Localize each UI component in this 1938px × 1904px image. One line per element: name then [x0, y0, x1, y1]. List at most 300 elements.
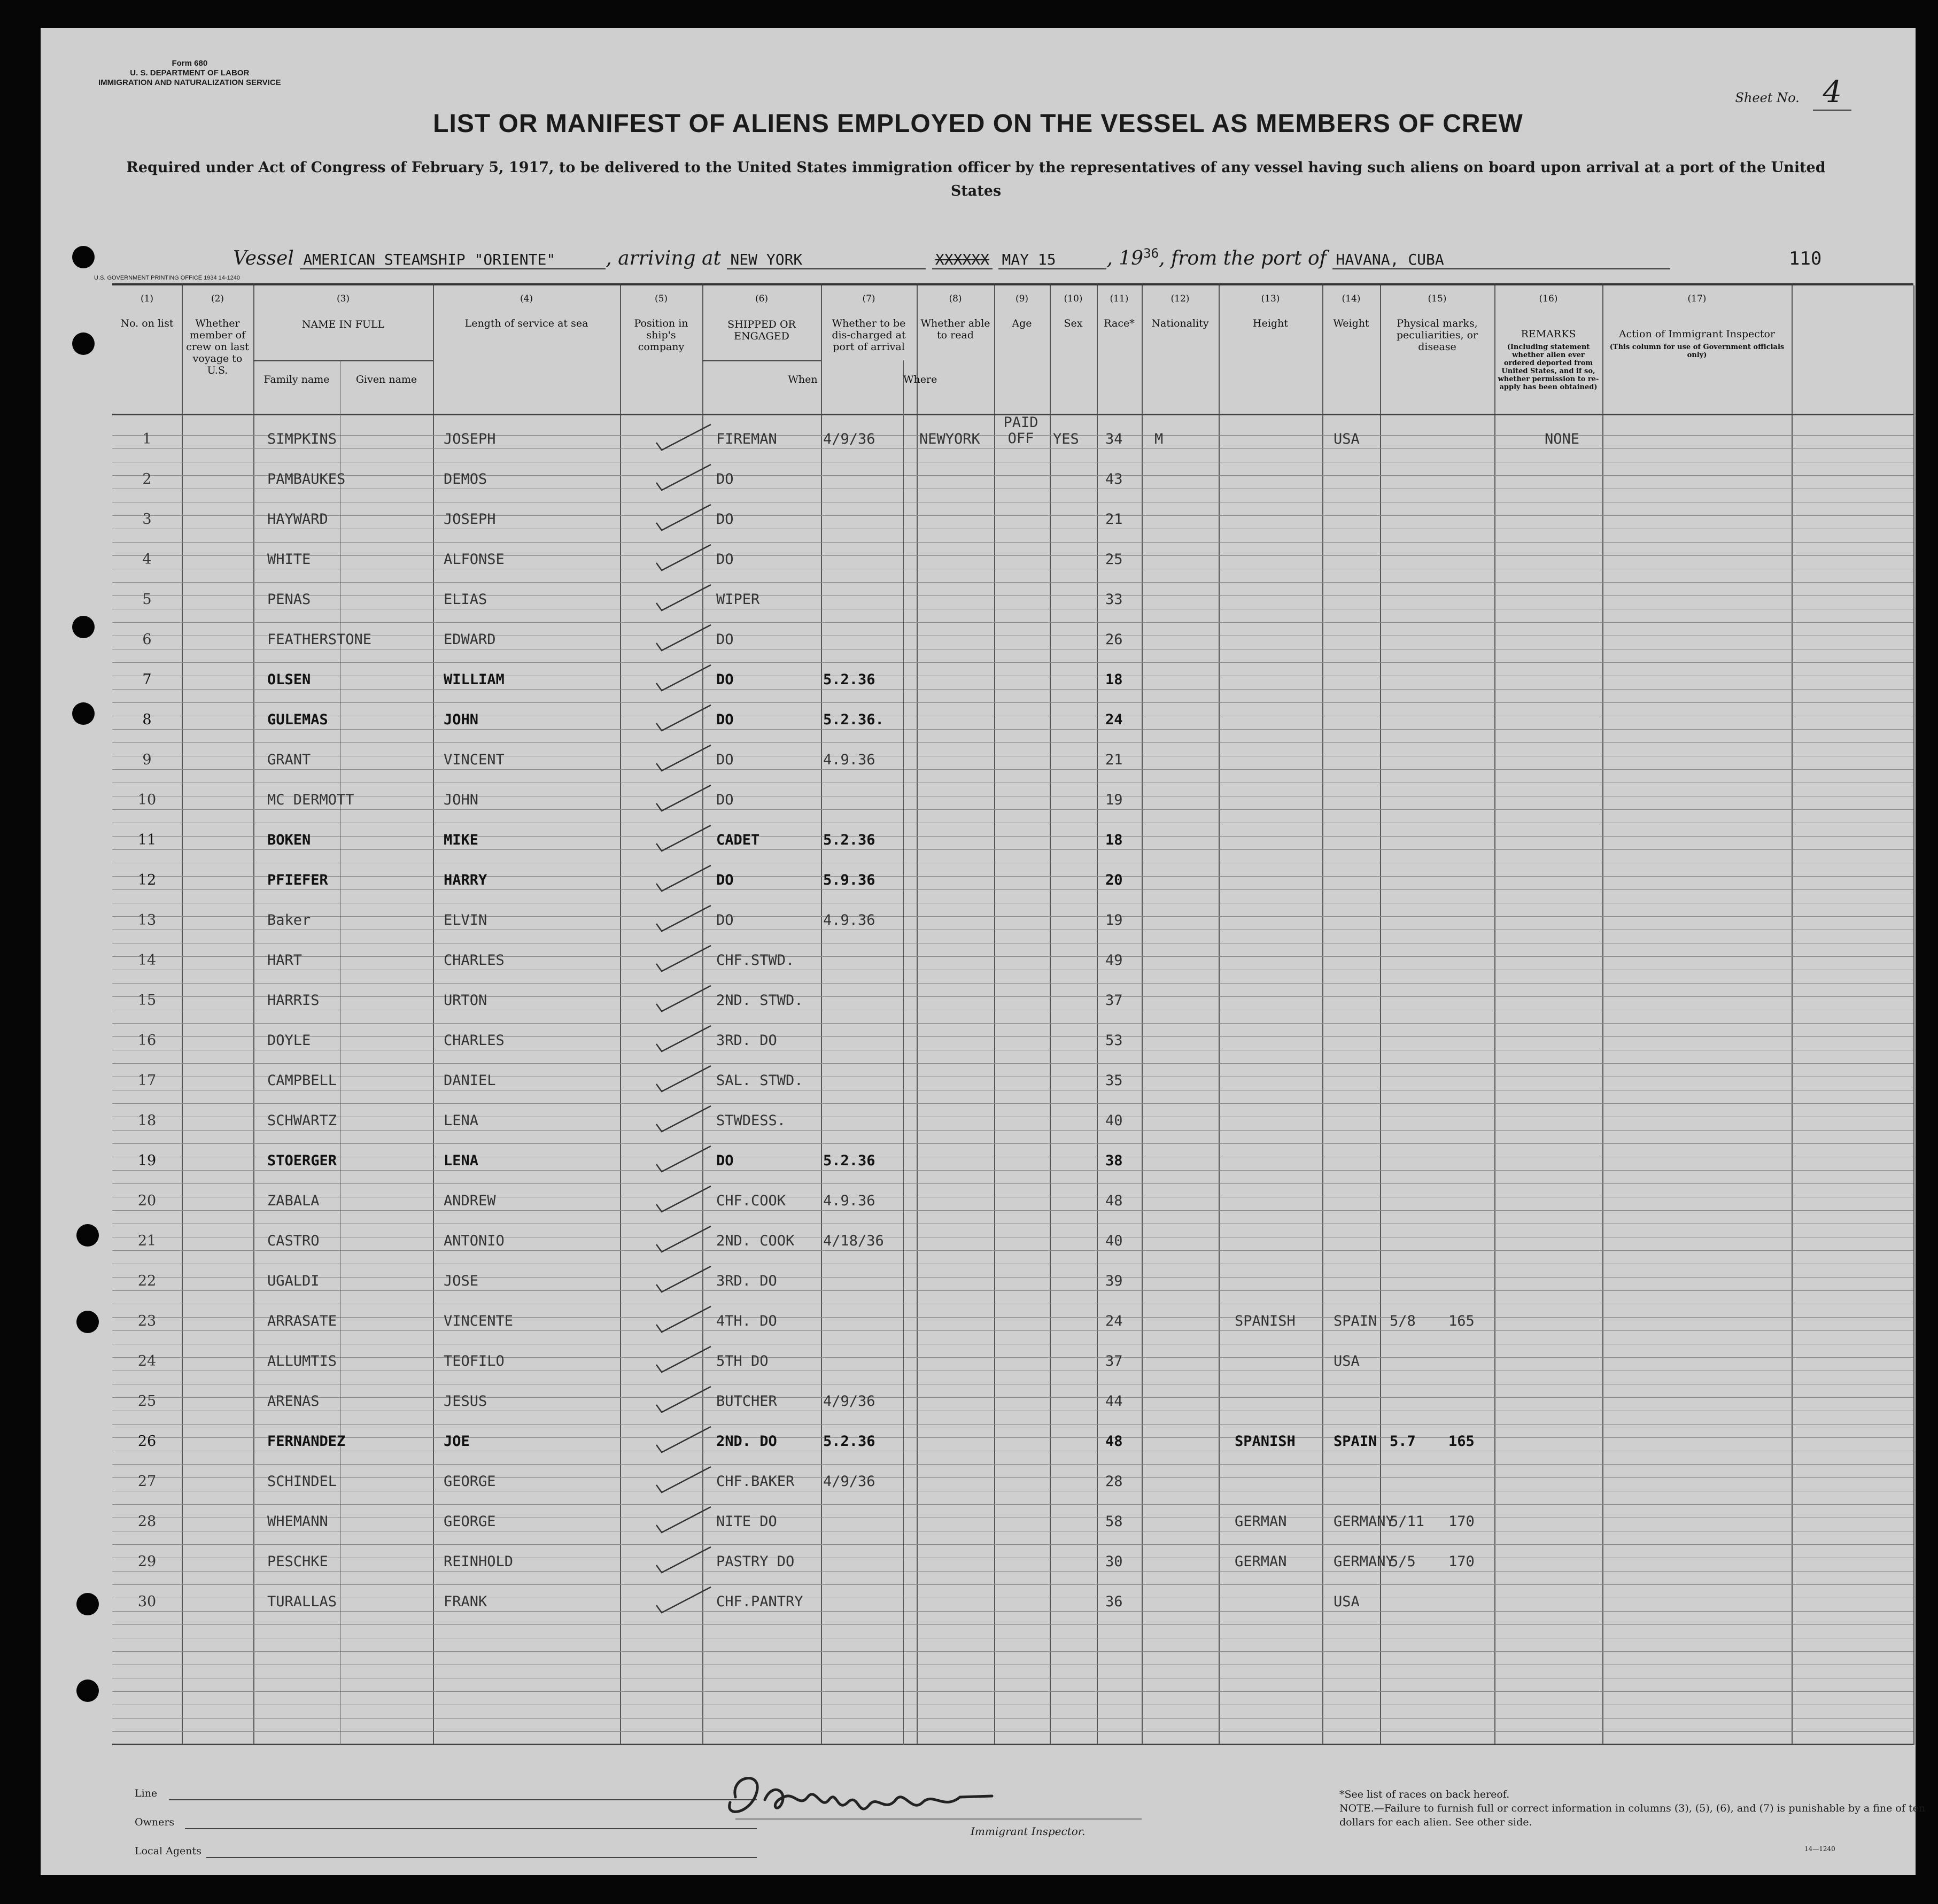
- column-header: REMARKS: [1521, 328, 1576, 340]
- family-name: CAMPBELL: [267, 1072, 337, 1089]
- column-number: (12): [1170, 293, 1190, 304]
- check-mark-icon: [652, 1024, 716, 1056]
- ruling-line: [112, 1624, 1913, 1625]
- nationality: GERMANY: [1334, 1513, 1394, 1530]
- position: CADET: [716, 832, 760, 848]
- age: 35: [1105, 1072, 1123, 1089]
- row-number: 18: [137, 1112, 157, 1129]
- age: 40: [1105, 1112, 1123, 1129]
- family-name: SIMPKINS: [267, 431, 337, 447]
- column-header: NAME IN FULL: [301, 319, 385, 330]
- check-mark-icon: [652, 1465, 716, 1497]
- year-suffix: 36: [1143, 246, 1159, 261]
- arriving-label: , arriving at: [606, 247, 721, 269]
- table-row: [112, 414, 1913, 459]
- position: CHF.STWD.: [716, 952, 795, 969]
- column-number: (15): [1428, 293, 1447, 304]
- weight: 165: [1448, 1313, 1475, 1329]
- given-name: FRANK: [444, 1593, 487, 1610]
- given-name: TEOFILO: [444, 1353, 505, 1369]
- age: 33: [1105, 591, 1123, 608]
- family-name: HART: [267, 952, 303, 969]
- column-subheader: When: [788, 374, 818, 385]
- from-port: HAVANA, CUBA: [1332, 251, 1670, 269]
- nationality: SPAIN: [1334, 1313, 1377, 1329]
- family-name: ARRASATE: [267, 1313, 337, 1329]
- column-subheader: (Including statement whether alien ever ordered deported from United States, and if so, whether permission to re-apply has been obtained): [1498, 343, 1599, 391]
- row-number: 5: [142, 591, 152, 608]
- family-name: UGALDI: [267, 1273, 320, 1289]
- column-number: (10): [1064, 293, 1083, 304]
- row-number: 26: [137, 1433, 157, 1450]
- department-name: U. S. DEPARTMENT OF LABOR: [130, 68, 250, 78]
- column-header: Weight: [1333, 318, 1369, 329]
- height: 5/5: [1390, 1553, 1416, 1570]
- header-subrule: [253, 360, 433, 361]
- age: 18: [1105, 832, 1123, 848]
- position: WIPER: [716, 591, 760, 608]
- line-label: Line: [135, 1787, 158, 1799]
- column-number: (13): [1261, 293, 1280, 304]
- column-number: (3): [336, 293, 350, 304]
- column-header: Whether able to read: [920, 318, 990, 341]
- family-name: CASTRO: [267, 1233, 320, 1249]
- family-name: HARRIS: [267, 992, 320, 1009]
- family-name: PAMBAUKES: [267, 471, 346, 487]
- given-name: ELIAS: [444, 591, 487, 608]
- table-row: [112, 1542, 1913, 1582]
- column-number: (2): [211, 293, 224, 304]
- footnote: [1339, 1787, 1927, 1829]
- check-mark-icon: [652, 943, 716, 976]
- check-mark-icon: [652, 1344, 716, 1376]
- shipped-when: 4.9.36: [823, 912, 875, 928]
- age: 48: [1105, 1193, 1123, 1209]
- able-to-read: YES: [1053, 431, 1079, 447]
- race: GERMAN: [1235, 1513, 1287, 1530]
- family-name: HAYWARD: [267, 511, 328, 528]
- ruling-line: [112, 1651, 1913, 1652]
- position: 5TH DO: [716, 1353, 769, 1369]
- binder-hole: [76, 1311, 99, 1333]
- form-code: 14—1240: [1804, 1845, 1835, 1853]
- table-row: [112, 1141, 1913, 1181]
- document-subtitle: Required under Act of Congress of February 5, 1917, to be delivered to the United States immigration officer by the representatives of any vessel having such aliens on board upon arrival at a port of the United States: [126, 159, 1826, 199]
- given-name: JOSEPH: [444, 511, 496, 528]
- arriving-port: NEW YORK: [727, 251, 926, 269]
- shipped-when: 5.2.36: [823, 1152, 875, 1169]
- shipped-when: 4/18/36: [823, 1233, 884, 1249]
- age: 21: [1105, 752, 1123, 768]
- row-number: 27: [137, 1473, 157, 1490]
- age: 19: [1105, 912, 1123, 928]
- check-mark-icon: [652, 1304, 716, 1336]
- inspector-label: Immigrant Inspector.: [971, 1825, 1086, 1838]
- table-row: [112, 1421, 1913, 1461]
- shipped-when: 4.9.36: [823, 1193, 875, 1209]
- family-name: ARENAS: [267, 1393, 320, 1410]
- given-name: VINCENTE: [444, 1313, 514, 1329]
- table-row: [112, 1020, 1913, 1061]
- column-number: (5): [654, 293, 668, 304]
- row-number: 28: [137, 1513, 157, 1530]
- row-number: 7: [142, 671, 152, 688]
- column-number: (1): [140, 293, 154, 304]
- table-row: [112, 620, 1913, 660]
- column-header: Position in ship's company: [634, 318, 688, 353]
- nationality: USA: [1334, 1593, 1360, 1610]
- family-name: PFIEFER: [267, 872, 328, 888]
- position: NITE DO: [716, 1513, 777, 1530]
- age: 34: [1105, 431, 1123, 447]
- row-number: 4: [142, 551, 152, 568]
- position: STWDESS.: [716, 1112, 786, 1129]
- table-row: [112, 1221, 1913, 1261]
- shipped-when: 5.2.36.: [823, 711, 884, 728]
- check-mark-icon: [652, 903, 716, 935]
- check-mark-icon: [652, 502, 716, 535]
- position: CHF.BAKER: [716, 1473, 795, 1490]
- local-agents-label: Local Agents: [135, 1845, 201, 1857]
- family-name: FERNANDEZ: [267, 1433, 346, 1450]
- table-row: [112, 579, 1913, 620]
- check-mark-icon: [652, 783, 716, 815]
- nationality: GERMANY: [1334, 1553, 1394, 1570]
- family-name: DOYLE: [267, 1032, 311, 1049]
- header-subrule: [702, 360, 821, 361]
- column-header: Race*: [1104, 318, 1135, 329]
- check-mark-icon: [652, 663, 716, 695]
- column-number: (9): [1015, 293, 1029, 304]
- given-name: MIKE: [444, 832, 479, 848]
- family-name: SCHINDEL: [267, 1473, 337, 1490]
- year-prefix: , 19: [1106, 247, 1144, 269]
- column-subheader: (This column for use of Government officials only): [1609, 343, 1785, 359]
- column-header: Height: [1253, 318, 1288, 329]
- penalty-note: NOTE.—Failure to furnish full or correct information in columns (3), (5), (6), and (7) is punishable by a fine of ten dollars for each alien. See other side.: [1339, 1802, 1926, 1828]
- table-row: [112, 1101, 1913, 1141]
- row-number: 15: [137, 992, 157, 1009]
- table-bottom-rule: [112, 1744, 1913, 1745]
- column-header: Nationality: [1151, 318, 1209, 329]
- given-name: LENA: [444, 1152, 479, 1169]
- column-subheader: Where: [903, 374, 937, 385]
- given-name: VINCENT: [444, 752, 505, 768]
- sex: M: [1154, 431, 1164, 447]
- age: 48: [1105, 1433, 1123, 1450]
- family-name: Baker: [267, 912, 311, 928]
- row-number: 3: [142, 511, 152, 528]
- binder-hole: [72, 616, 95, 638]
- form-number: Form 680: [172, 59, 208, 68]
- table-row: [112, 900, 1913, 940]
- row-number: 12: [137, 872, 157, 888]
- row-number: 11: [137, 832, 157, 848]
- check-mark-icon: [652, 823, 716, 855]
- nationality: SPAIN: [1334, 1433, 1377, 1450]
- column-number: (14): [1342, 293, 1361, 304]
- vessel-name: AMERICAN STEAMSHIP "ORIENTE": [300, 251, 606, 269]
- race: SPANISH: [1235, 1313, 1296, 1329]
- family-name: BOKEN: [267, 832, 311, 848]
- position: 4TH. DO: [716, 1313, 777, 1329]
- age: 25: [1105, 551, 1123, 568]
- given-name: HARRY: [444, 872, 487, 888]
- row-number: 21: [137, 1233, 157, 1249]
- family-name: STOERGER: [267, 1152, 337, 1169]
- check-mark-icon: [652, 1064, 716, 1096]
- table-row: [112, 459, 1913, 499]
- printer-imprint: U.S. GOVERNMENT PRINTING OFFICE 1934 14-1240: [94, 275, 241, 281]
- check-mark-icon: [652, 1585, 716, 1617]
- ruling-line: [112, 1691, 1913, 1692]
- age: 20: [1105, 872, 1123, 888]
- table-row: [112, 820, 1913, 860]
- age: 53: [1105, 1032, 1123, 1049]
- crew-table: [112, 283, 1913, 1745]
- column-header: Physical marks, peculiarities, or disease: [1396, 318, 1478, 353]
- given-name: LENA: [444, 1112, 479, 1129]
- column-header: No. on list: [120, 318, 174, 329]
- race: SPANISH: [1235, 1433, 1296, 1450]
- given-name: JOSE: [444, 1273, 479, 1289]
- family-name: ALLUMTIS: [267, 1353, 337, 1369]
- check-mark-icon: [652, 1224, 716, 1256]
- shipped-when: 4.9.36: [823, 752, 875, 768]
- column-subheader: Family name: [263, 374, 330, 385]
- position: 2ND. STWD.: [716, 992, 803, 1009]
- given-name: JOSEPH: [444, 431, 496, 447]
- given-name: DEMOS: [444, 471, 487, 487]
- column-number: (17): [1687, 293, 1707, 304]
- age: 30: [1105, 1553, 1123, 1570]
- position: CHF.COOK: [716, 1193, 786, 1209]
- column-number: (8): [949, 293, 962, 304]
- column-header: Sex: [1064, 318, 1083, 329]
- table-row: [112, 980, 1913, 1020]
- row-number: 9: [142, 752, 152, 768]
- check-mark-icon: [652, 1104, 716, 1136]
- table-row: [112, 1181, 1913, 1221]
- age: 37: [1105, 992, 1123, 1009]
- physical-marks: NONE: [1545, 431, 1580, 447]
- age: 18: [1105, 671, 1123, 688]
- family-name: PESCHKE: [267, 1553, 328, 1570]
- weight: 170: [1448, 1553, 1475, 1570]
- binder-hole: [76, 1679, 99, 1702]
- table-row: [112, 1061, 1913, 1101]
- table-row: [112, 1501, 1913, 1542]
- given-name: GEORGE: [444, 1473, 496, 1490]
- given-name: JOHN: [444, 711, 479, 728]
- age: 37: [1105, 1353, 1123, 1369]
- age: 39: [1105, 1273, 1123, 1289]
- check-mark-icon: [652, 623, 716, 655]
- position: DO: [716, 1152, 734, 1169]
- date-struck: XXXXXX: [932, 251, 993, 269]
- shipped-when: 4/9/36: [823, 1473, 875, 1490]
- manifest-sheet: [41, 28, 1926, 1875]
- shipped-when: 5.2.36: [823, 671, 875, 688]
- family-name: WHITE: [267, 551, 311, 568]
- row-number: 30: [137, 1593, 157, 1610]
- shipped-when: 5.2.36: [823, 1433, 875, 1450]
- age: 49: [1105, 952, 1123, 969]
- position: DO: [716, 752, 734, 768]
- form-identifier: [98, 59, 281, 88]
- row-number: 13: [137, 912, 157, 928]
- check-mark-icon: [652, 422, 716, 454]
- table-row: [112, 660, 1913, 700]
- arrival-date: MAY 15: [998, 251, 1106, 269]
- check-mark-icon: [652, 1184, 716, 1216]
- age: 40: [1105, 1233, 1123, 1249]
- age: 28: [1105, 1473, 1123, 1490]
- position: DO: [716, 511, 734, 528]
- row-number: 10: [137, 792, 157, 808]
- column-rule: [1913, 285, 1914, 1745]
- family-name: TURALLAS: [267, 1593, 337, 1610]
- position: PASTRY DO: [716, 1553, 795, 1570]
- stamp-number: 110: [1788, 248, 1822, 269]
- ruling-line: [112, 1718, 1913, 1719]
- given-name: WILLIAM: [444, 671, 505, 688]
- age: 24: [1105, 1313, 1123, 1329]
- check-mark-icon: [652, 984, 716, 1016]
- column-subheader: Given name: [355, 374, 417, 385]
- check-mark-icon: [652, 743, 716, 775]
- family-name: OLSEN: [267, 671, 311, 688]
- age: 44: [1105, 1393, 1123, 1410]
- position: DO: [716, 792, 734, 808]
- owners-label: Owners: [135, 1816, 175, 1828]
- table-row: [112, 539, 1913, 579]
- given-name: ELVIN: [444, 912, 487, 928]
- shipped-where: NEWYORK: [919, 431, 980, 447]
- age: 19: [1105, 792, 1123, 808]
- line-rule: [169, 1799, 757, 1800]
- given-name: JOHN: [444, 792, 479, 808]
- given-name: CHARLES: [444, 952, 505, 969]
- discharged-status: PAID OFF: [1003, 414, 1038, 447]
- position: DO: [716, 912, 734, 928]
- row-number: 20: [137, 1193, 157, 1209]
- family-name: FEATHERSTONE: [267, 631, 372, 648]
- row-number: 16: [137, 1032, 157, 1049]
- position: 2ND. DO: [716, 1433, 777, 1450]
- shipped-when: 4/9/36: [823, 1393, 875, 1410]
- given-name: JOE: [444, 1433, 470, 1450]
- position: DO: [716, 671, 734, 688]
- table-row: [112, 780, 1913, 820]
- row-number: 17: [137, 1072, 157, 1089]
- row-number: 29: [137, 1553, 157, 1570]
- shipped-when: 4/9/36: [823, 431, 875, 447]
- column-number: (7): [862, 293, 875, 304]
- age: 38: [1105, 1152, 1123, 1169]
- vessel-label: Vessel: [233, 247, 294, 269]
- position: DO: [716, 471, 734, 487]
- column-header: Length of service at sea: [464, 318, 588, 329]
- weight: 165: [1448, 1433, 1475, 1450]
- check-mark-icon: [652, 1384, 716, 1417]
- given-name: CHARLES: [444, 1032, 505, 1049]
- row-number: 22: [137, 1273, 157, 1289]
- height: 5/11: [1390, 1513, 1425, 1530]
- height: 5.7: [1390, 1433, 1416, 1450]
- family-name: ZABALA: [267, 1193, 320, 1209]
- table-row: [112, 1381, 1913, 1421]
- family-name: MC DERMOTT: [267, 792, 354, 808]
- check-mark-icon: [652, 1505, 716, 1537]
- from-label: , from the port of: [1159, 247, 1327, 269]
- given-name: DANIEL: [444, 1072, 496, 1089]
- position: SAL. STWD.: [716, 1072, 803, 1089]
- shipped-when: 5.9.36: [823, 872, 875, 888]
- table-row: [112, 700, 1913, 740]
- table-row: [112, 940, 1913, 980]
- row-number: 1: [142, 431, 152, 447]
- binder-hole: [72, 246, 95, 268]
- check-mark-icon: [652, 1545, 716, 1577]
- age: 58: [1105, 1513, 1123, 1530]
- position: DO: [716, 631, 734, 648]
- owners-rule: [185, 1828, 757, 1829]
- table-row: [112, 1461, 1913, 1501]
- race: GERMAN: [1235, 1553, 1287, 1570]
- row-number: 14: [137, 952, 157, 969]
- document-title: LIST OR MANIFEST OF ALIENS EMPLOYED ON THE VESSEL AS MEMBERS OF CREW: [433, 110, 1523, 138]
- column-header: Action of Immigrant Inspector: [1618, 328, 1776, 340]
- row-number: 25: [137, 1393, 157, 1410]
- nationality: USA: [1334, 1353, 1360, 1369]
- column-number: (16): [1539, 293, 1558, 304]
- position: BUTCHER: [716, 1393, 777, 1410]
- table-row: [112, 1301, 1913, 1341]
- binder-hole: [72, 702, 95, 725]
- age: 43: [1105, 471, 1123, 487]
- row-number: 2: [142, 471, 152, 487]
- family-name: GULEMAS: [267, 711, 328, 728]
- given-name: REINHOLD: [444, 1553, 514, 1570]
- check-mark-icon: [652, 462, 716, 494]
- age: 26: [1105, 631, 1123, 648]
- weight: 170: [1448, 1513, 1475, 1530]
- signature-rule: [735, 1818, 1142, 1820]
- given-name: EDWARD: [444, 631, 496, 648]
- column-header: Age: [1012, 318, 1032, 329]
- check-mark-icon: [652, 703, 716, 735]
- table-row: [112, 740, 1913, 780]
- family-name: GRANT: [267, 752, 311, 768]
- agents-rule: [206, 1857, 757, 1858]
- given-name: ANDREW: [444, 1193, 496, 1209]
- check-mark-icon: [652, 863, 716, 895]
- given-name: GEORGE: [444, 1513, 496, 1530]
- position: FIREMAN: [716, 431, 777, 447]
- position: CHF.PANTRY: [716, 1593, 803, 1610]
- family-name: SCHWARTZ: [267, 1112, 337, 1129]
- given-name: ANTONIO: [444, 1233, 505, 1249]
- ruling-line: [112, 1731, 1913, 1732]
- sheet-label: Sheet No.: [1735, 90, 1800, 105]
- column-number: (4): [520, 293, 533, 304]
- vessel-line: [233, 246, 1821, 269]
- check-mark-icon: [652, 583, 716, 615]
- position: 3RD. DO: [716, 1273, 777, 1289]
- position: 3RD. DO: [716, 1032, 777, 1049]
- row-number: 19: [137, 1152, 157, 1169]
